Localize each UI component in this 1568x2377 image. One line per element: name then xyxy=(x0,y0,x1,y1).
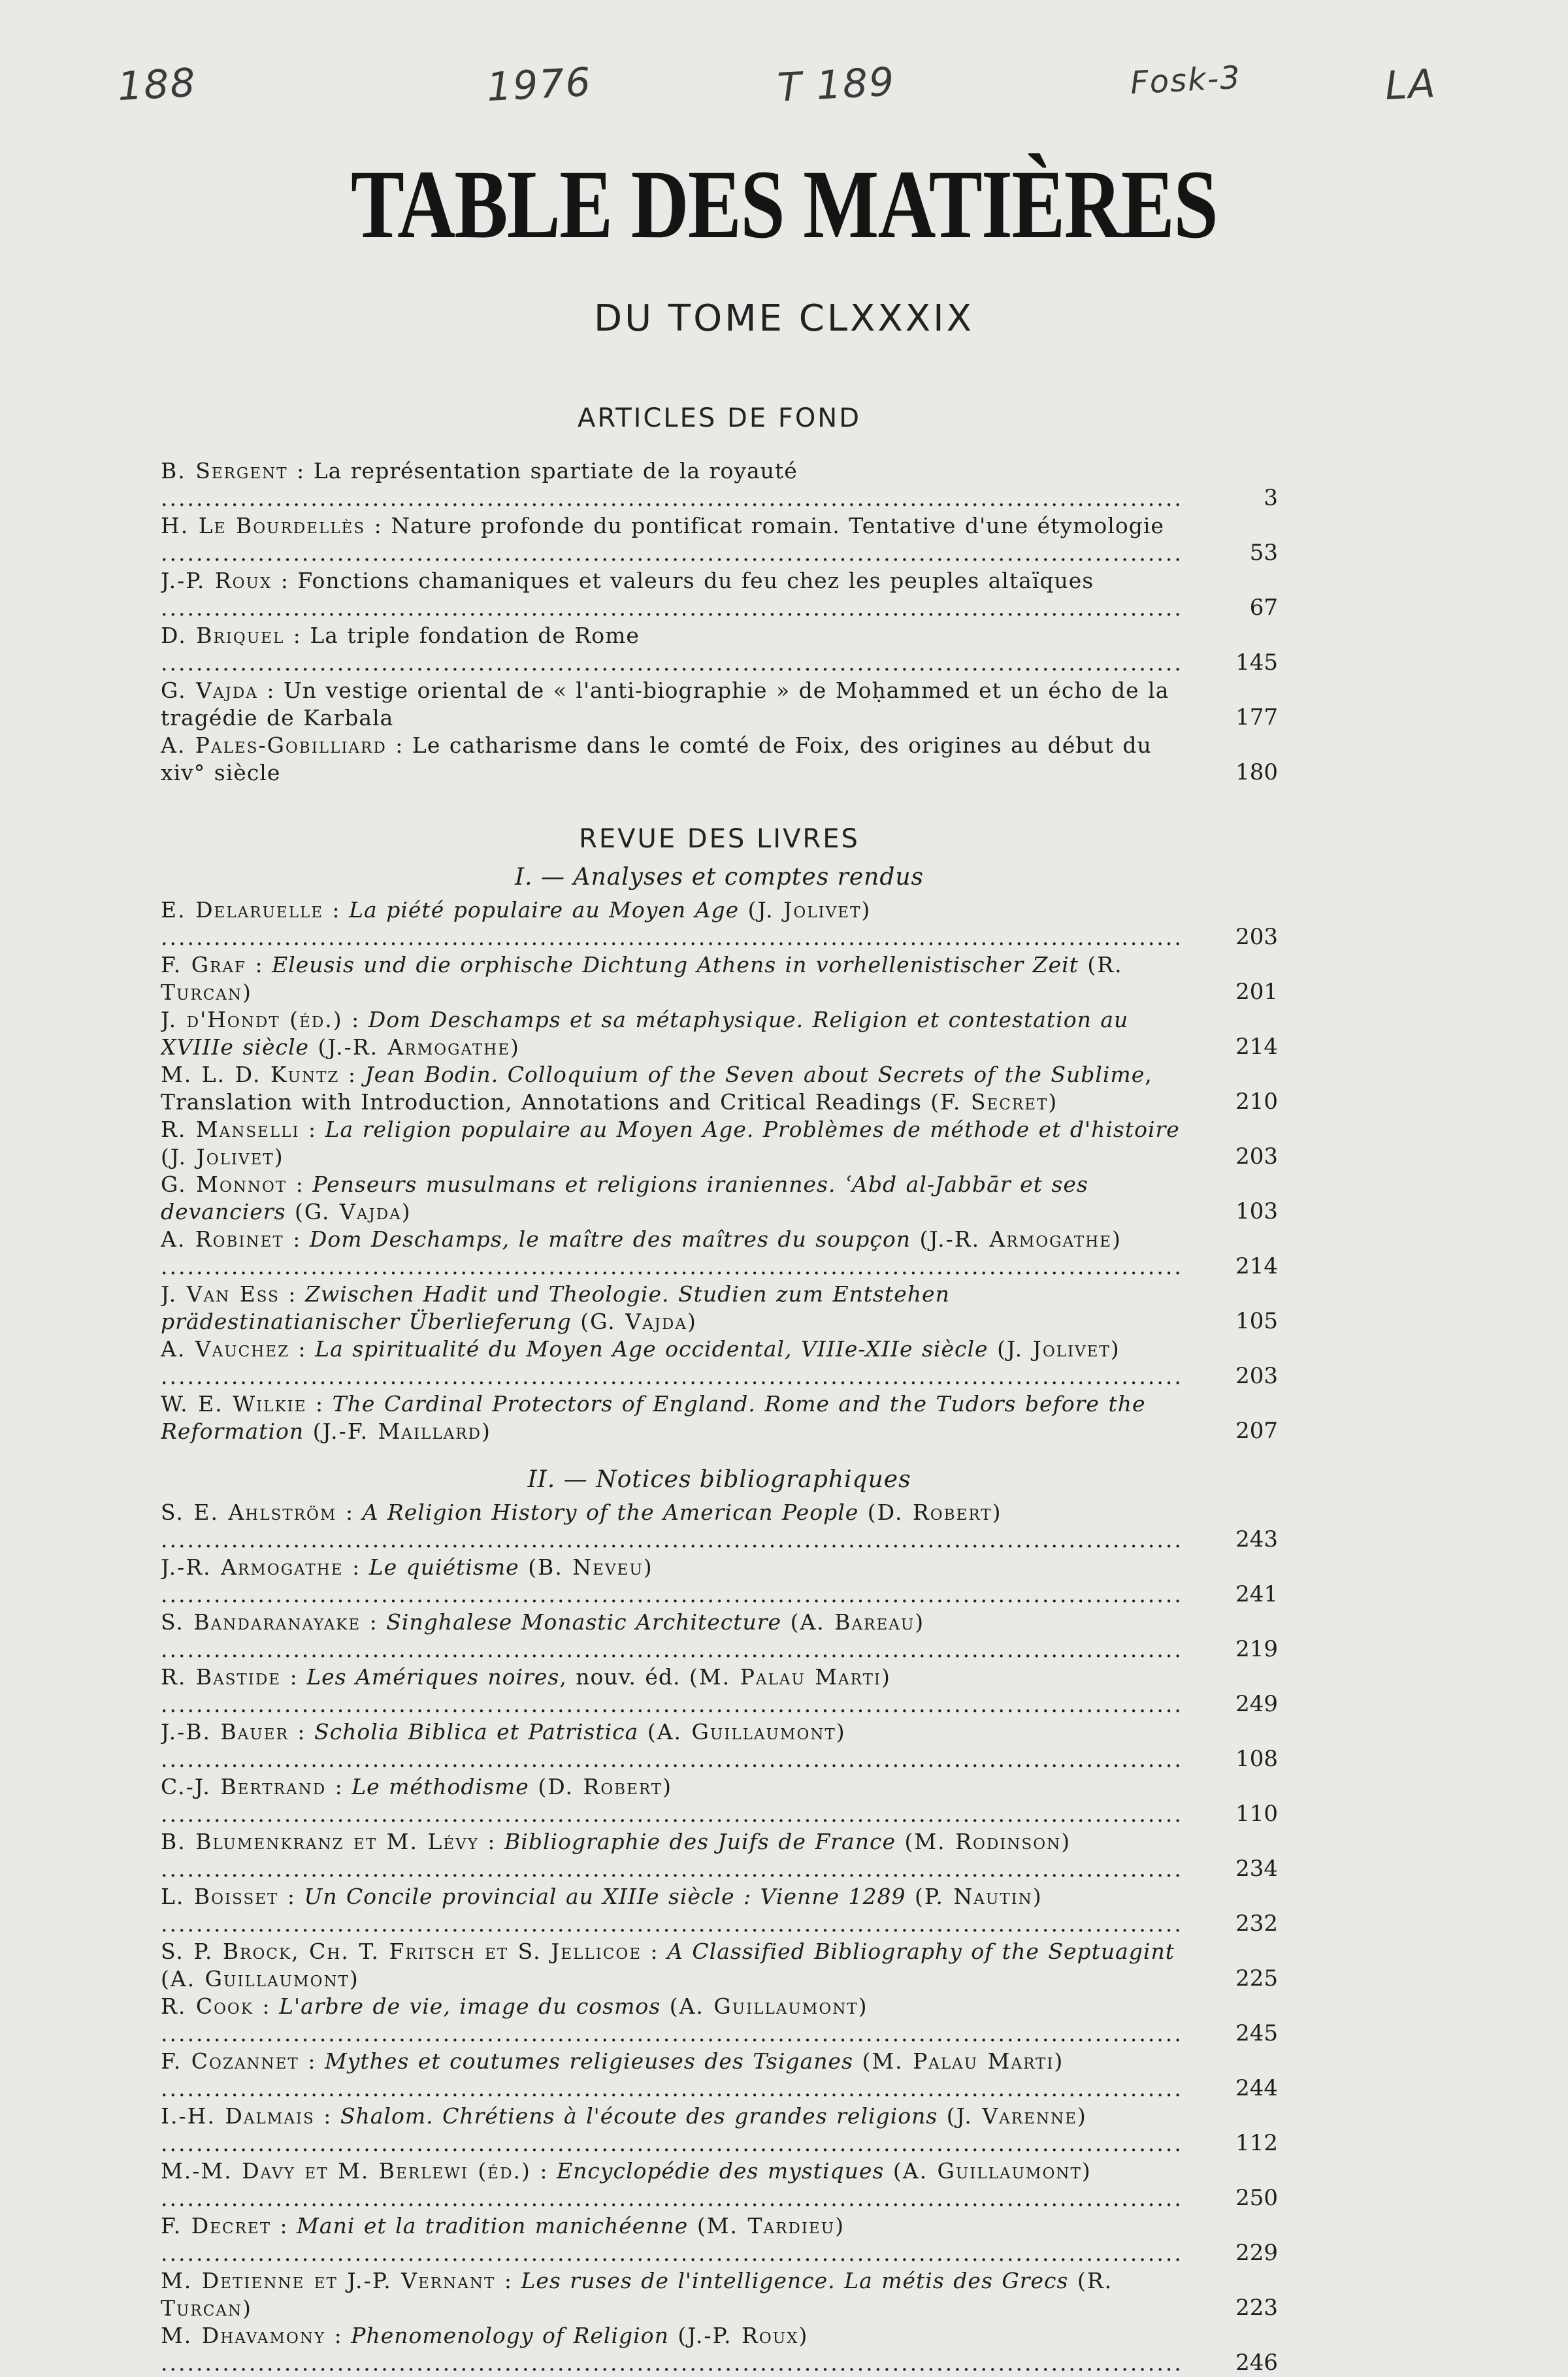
entry-text: A. Vauchez : La spiritualité du Moyen Age occidental, VIIIe-XIIe siècle (J. Jolivet) ..... xyxy=(161,1336,1180,1390)
annotation: T 189 xyxy=(776,59,896,111)
toc-entry xyxy=(161,732,1278,787)
entry-title: La représentation spartiate de la royauté xyxy=(313,458,798,484)
entry-title: Zwischen Hadit und Theologie. Studien zum Entstehen prädestinatianischer Überlieferung xyxy=(161,1281,950,1334)
toc-entry xyxy=(161,1171,1278,1226)
entry-title: La spiritualité du Moyen Age occidental, VIIIe-XIIe siècle xyxy=(315,1336,988,1362)
entry-text: W. E. Wilkie : The Cardinal Protectors of England. Rome and the Tudors before the Reformation (J.-F. Maillard) ..... xyxy=(161,1390,1180,1445)
entry-page: 203 xyxy=(1235,1363,1278,1389)
entry-title: Le méthodisme xyxy=(351,1774,529,1799)
entry-title: Encyclopédie des mystiques xyxy=(557,2158,885,2184)
entry-text: M. L. D. Kuntz : Jean Bodin. Colloquium of the Seven about Secrets of the Sublime, Translation with Introduction, Annotations and Critical Readings (F. Secret) ..... xyxy=(161,1061,1180,1116)
entry-title: Bibliographie des Juifs de France xyxy=(504,1829,896,1854)
entry-author: R. Bastide xyxy=(161,1664,282,1690)
entry-author: J.-R. Armogathe xyxy=(161,1554,344,1580)
entry-title: Fonctions chamaniques et valeurs du feu chez les peuples altaïques xyxy=(297,568,1094,593)
entry-reviewer: (M. Palau Marti) xyxy=(689,1664,891,1690)
entry-reviewer: (J. Jolivet) xyxy=(997,1336,1120,1362)
entry-text: S. Bandaranayake : Singhalese Monastic Architecture (A. Bareau) ..... xyxy=(161,1609,1180,1664)
articles-list xyxy=(161,457,1278,787)
toc-entry xyxy=(161,457,1278,512)
toc-entry xyxy=(161,1281,1278,1336)
entry-page: 246 xyxy=(1235,2350,1278,2376)
entry-author: J.-P. Roux xyxy=(161,568,272,593)
entry-author: G. Vajda xyxy=(161,678,258,703)
entry-page: 243 xyxy=(1235,1526,1278,1552)
entry-text: D. Briquel : La triple fondation de Rome ..... xyxy=(161,622,1180,677)
entry-text: J. Van Ess : Zwischen Hadit und Theologie. Studien zum Entstehen prädestinatianischer Überlieferung (G. Vajda) ..... xyxy=(161,1281,1180,1336)
entry-reviewer: (A. Guillaumont) xyxy=(669,1993,868,2019)
entry-text: F. Decret : Mani et la tradition manichéenne (M. Tardieu) ..... xyxy=(161,2212,1180,2267)
toc-entry xyxy=(161,1883,1278,1938)
entry-author: M. L. D. Kuntz xyxy=(161,1062,340,1087)
annotation: 1976 xyxy=(485,59,593,111)
entry-title: Phenomenology of Religion xyxy=(351,2323,669,2348)
entry-title: Mani et la tradition manichéenne xyxy=(297,2213,689,2238)
entry-page: 145 xyxy=(1235,649,1278,676)
entry-title: Un vestige oriental de « l'anti-biographie » de Moḥammed et un écho de la tragédie de Karbala xyxy=(161,678,1169,730)
entry-text: M.-M. Davy et M. Berlewi (éd.) : Encyclopédie des mystiques (A. Guillaumont) ..... xyxy=(161,2157,1180,2212)
entry-page: 234 xyxy=(1235,1856,1278,1882)
toc-entry xyxy=(161,1554,1278,1609)
entry-text: R. Manselli : La religion populaire au Moyen Age. Problèmes de méthode et d'histoire (J. Jolivet) ..... xyxy=(161,1116,1180,1171)
entry-text: S. P. Brock, Ch. T. Fritsch et S. Jellicoe : A Classified Bibliography of the Septuagint (A. Guillaumont) ..... xyxy=(161,1938,1180,1993)
entry-title: Le quiétisme xyxy=(368,1554,519,1580)
entry-text: M. Dhavamony : Phenomenology of Religion (J.-P. Roux) ..... xyxy=(161,2322,1180,2377)
page-title: TABLE DES MATIÈRES xyxy=(350,150,1218,259)
entry-reviewer: (A. Guillaumont) xyxy=(647,1719,846,1745)
entry-page: 53 xyxy=(1249,540,1278,566)
toc-entry xyxy=(161,1226,1278,1281)
entry-author: H. Le Bourdellès xyxy=(161,513,366,538)
entry-title: Dom Deschamps et sa métaphysique. Religion et contestation au XVIIIe siècle xyxy=(161,1007,1129,1060)
toc-entry xyxy=(161,896,1278,951)
entry-page: 207 xyxy=(1235,1418,1278,1444)
entry-text: J. d'Hondt (éd.) : Dom Deschamps et sa métaphysique. Religion et contestation au XVIIIe siècle (J.-R. Armogathe) ..... xyxy=(161,1006,1180,1061)
entry-author: S. P. Brock, Ch. T. Fritsch et S. Jellicoe xyxy=(161,1939,642,1964)
entry-author: J. d'Hondt (éd.) xyxy=(161,1007,343,1032)
entry-author: L. Boisset xyxy=(161,1884,279,1909)
entry-page: 112 xyxy=(1235,2130,1278,2156)
entry-author: W. E. Wilkie xyxy=(161,1391,307,1417)
annotation: 188 xyxy=(116,59,198,110)
entry-reviewer: (M. Tardieu) xyxy=(696,2213,845,2238)
entry-page: 103 xyxy=(1235,1198,1278,1224)
toc-entry xyxy=(161,1499,1278,1554)
section-heading: REVUE DES LIVRES xyxy=(579,824,860,854)
entry-page: 214 xyxy=(1235,1034,1278,1060)
entry-page: 203 xyxy=(1235,924,1278,950)
entry-reviewer: (G. Vajda) xyxy=(580,1309,697,1334)
entry-reviewer: (A. Bareau) xyxy=(790,1609,925,1635)
entry-title: Le catharisme dans le comté de Foix, des origines au début du xiv° siècle xyxy=(161,732,1152,785)
toc-entry xyxy=(161,512,1278,567)
entry-author: R. Cook xyxy=(161,1993,253,2019)
entry-author: M.-M. Davy et M. Berlewi (éd.) xyxy=(161,2158,531,2184)
entry-text: J.-P. Roux : Fonctions chamaniques et valeurs du feu chez les peuples altaïques ..... xyxy=(161,567,1180,622)
page-subtitle: DU TOME CLXXXIX xyxy=(594,297,974,340)
entry-reviewer: (R. Turcan) xyxy=(161,952,1123,1005)
entry-reviewer: (M. Palau Marti) xyxy=(862,2048,1064,2074)
entry-title: A Religion History of the American People xyxy=(362,1500,859,1525)
entry-title: Dom Deschamps, le maître des maîtres du soupçon xyxy=(309,1226,911,1252)
entry-title: L'arbre de vie, image du cosmos xyxy=(279,1993,661,2019)
toc-entry xyxy=(161,677,1278,732)
entry-page: 108 xyxy=(1235,1746,1278,1772)
entry-page: 67 xyxy=(1249,595,1278,621)
entry-text: I.-H. Dalmais : Shalom. Chrétiens à l'écoute des grandes religions (J. Varenne) ..... xyxy=(161,2103,1180,2157)
entry-text: C.-J. Bertrand : Le méthodisme (D. Robert) ..... xyxy=(161,1773,1180,1828)
toc-entry xyxy=(161,1718,1278,1773)
entry-text: J.-R. Armogathe : Le quiétisme (B. Neveu) ..... xyxy=(161,1554,1180,1609)
entry-author: B. Blumenkranz et M. Lévy xyxy=(161,1829,479,1854)
toc-entry xyxy=(161,1773,1278,1828)
entry-author: G. Monnot xyxy=(161,1172,287,1197)
entry-author: B. Sergent xyxy=(161,458,288,484)
entry-author: F. Graf xyxy=(161,952,246,977)
entry-page: 110 xyxy=(1235,1801,1278,1827)
entry-reviewer: (D. Robert) xyxy=(867,1500,1002,1525)
entry-title: Mythes et coutumes religieuses des Tsiganes xyxy=(324,2048,853,2074)
entry-author: S. Bandaranayake xyxy=(161,1609,361,1635)
entry-title: Eleusis und die orphische Dichtung Athens in vorhellenistischer Zeit xyxy=(272,952,1079,977)
entry-text: R. Cook : L'arbre de vie, image du cosmos (A. Guillaumont) ..... xyxy=(161,1993,1180,2048)
entry-reviewer: (J.-F. Maillard) xyxy=(312,1418,491,1444)
entry-text: J.-B. Bauer : Scholia Biblica et Patristica (A. Guillaumont) ..... xyxy=(161,1718,1180,1773)
entry-page: 219 xyxy=(1235,1636,1278,1662)
subsection-heading: II. — Notices bibliographiques xyxy=(527,1466,911,1493)
reviews-list xyxy=(161,896,1278,1445)
toc-entry xyxy=(161,1993,1278,2048)
toc-entry xyxy=(161,2157,1278,2212)
entry-author: F. Decret xyxy=(161,2213,272,2238)
entry-text: G. Monnot : Penseurs musulmans et religions iraniennes. ʿAbd al-Jabbār et ses devanciers (G. Vajda) ..... xyxy=(161,1171,1180,1226)
entry-author: I.-H. Dalmais xyxy=(161,2103,315,2129)
annotation: Fosk-3 xyxy=(1129,59,1242,102)
section-heading: ARTICLES DE FOND xyxy=(577,403,862,433)
entry-text: M. Detienne et J.-P. Vernant : Les ruses de l'intelligence. La métis des Grecs (R. Turcan) ..... xyxy=(161,2267,1180,2322)
entry-reviewer: (P. Nautin) xyxy=(915,1884,1043,1909)
entry-text: A. Robinet : Dom Deschamps, le maître des maîtres du soupçon (J.-R. Armogathe) ..... xyxy=(161,1226,1180,1281)
entry-author: J. Van Ess xyxy=(161,1281,280,1307)
entry-reviewer: (R. Turcan) xyxy=(161,2268,1113,2321)
notices-list xyxy=(161,1499,1278,2377)
entry-text: E. Delaruelle : La piété populaire au Moyen Age (J. Jolivet) ..... xyxy=(161,896,1180,951)
entry-text: R. Bastide : Les Amériques noires, nouv. éd. (M. Palau Marti) ..... xyxy=(161,1664,1180,1718)
entry-text: A. Pales-Gobilliard : Le catharisme dans le comté de Foix, des origines au début du xiv° siècle ..... xyxy=(161,732,1180,787)
table-of-contents xyxy=(161,399,1278,2377)
entry-page: 232 xyxy=(1235,1910,1278,1937)
entry-author: A. Vauchez xyxy=(161,1336,290,1362)
entry-page: 3 xyxy=(1264,485,1278,511)
entry-title: Penseurs musulmans et religions iraniennes. ʿAbd al-Jabbār et ses devanciers xyxy=(161,1172,1088,1224)
entry-title: Shalom. Chrétiens à l'écoute des grandes religions xyxy=(340,2103,938,2129)
entry-reviewer: (J. Varenne) xyxy=(946,2103,1087,2129)
entry-author: C.-J. Bertrand xyxy=(161,1774,327,1799)
toc-entry xyxy=(161,1609,1278,1664)
subsection-heading: I. — Analyses et comptes rendus xyxy=(514,864,924,891)
toc-entry xyxy=(161,1006,1278,1061)
entry-title: Jean Bodin. Colloquium of the Seven about Secrets of the Sublime xyxy=(365,1062,1145,1087)
entry-title: A Classified Bibliography of the Septuagint xyxy=(667,1939,1175,1964)
entry-author: E. Delaruelle xyxy=(161,897,324,923)
toc-entry xyxy=(161,1938,1278,1993)
toc-entry xyxy=(161,622,1278,677)
entry-reviewer: (J.-R. Armogathe) xyxy=(318,1034,520,1060)
entry-reviewer: (J.-R. Armogathe) xyxy=(919,1226,1122,1252)
entry-title: Nature profonde du pontificat romain. Tentative d'une étymologie xyxy=(391,513,1164,538)
entry-author: D. Briquel xyxy=(161,623,285,648)
entry-page: 249 xyxy=(1235,1691,1278,1717)
toc-entry xyxy=(161,1061,1278,1116)
entry-reviewer: (A. Guillaumont) xyxy=(161,1966,359,1992)
toc-entry xyxy=(161,951,1278,1006)
toc-entry xyxy=(161,2322,1278,2377)
entry-text: B. Sergent : La représentation spartiate de la royauté ..... xyxy=(161,457,1180,512)
entry-reviewer: (J.-P. Roux) xyxy=(678,2323,809,2348)
entry-extra: , Translation with Introduction, Annotations and Critical Readings xyxy=(161,1062,1152,1115)
entry-title: La triple fondation de Rome xyxy=(310,623,640,648)
entry-title: La piété populaire au Moyen Age xyxy=(349,897,740,923)
entry-author: A. Robinet xyxy=(161,1226,284,1252)
entry-author: M. Detienne et J.-P. Vernant xyxy=(161,2268,496,2293)
toc-entry xyxy=(161,1390,1278,1445)
entry-author: F. Cozannet xyxy=(161,2048,299,2074)
entry-reviewer: (B. Neveu) xyxy=(528,1554,653,1580)
toc-entry xyxy=(161,1336,1278,1390)
toc-entry xyxy=(161,1116,1278,1171)
entry-author: R. Manselli xyxy=(161,1117,300,1142)
entry-page: 225 xyxy=(1235,1965,1278,1992)
toc-entry xyxy=(161,2212,1278,2267)
entry-title: The Cardinal Protectors of England. Rome and the Tudors before the Reformation xyxy=(161,1391,1146,1444)
entry-title: Scholia Biblica et Patristica xyxy=(314,1719,639,1745)
entry-page: 244 xyxy=(1235,2075,1278,2101)
entry-page: 229 xyxy=(1235,2240,1278,2266)
entry-reviewer: (M. Rodinson) xyxy=(904,1829,1071,1854)
entry-title: Singhalese Monastic Architecture xyxy=(386,1609,782,1635)
entry-page: 241 xyxy=(1235,1581,1278,1607)
entry-page: 105 xyxy=(1235,1308,1278,1334)
entry-page: 203 xyxy=(1235,1143,1278,1170)
entry-page: 223 xyxy=(1235,2295,1278,2321)
toc-entry xyxy=(161,2267,1278,2322)
entry-reviewer: (A. Guillaumont) xyxy=(892,2158,1092,2184)
entry-page: 210 xyxy=(1235,1089,1278,1115)
entry-text: H. Le Bourdellès : Nature profonde du pontificat romain. Tentative d'une étymologie ..... xyxy=(161,512,1180,567)
entry-extra: , nouv. éd. xyxy=(559,1664,681,1690)
entry-reviewer: (J. Jolivet) xyxy=(161,1144,284,1170)
entry-text: B. Blumenkranz et M. Lévy : Bibliographie des Juifs de France (M. Rodinson) ..... xyxy=(161,1828,1180,1883)
toc-entry xyxy=(161,2103,1278,2157)
entry-title: Un Concile provincial au XIIIe siècle : Vienne 1289 xyxy=(304,1884,906,1909)
toc-entry xyxy=(161,1828,1278,1883)
annotation: LA xyxy=(1384,60,1438,110)
entry-text: S. E. Ahlström : A Religion History of the American People (D. Robert) ..... xyxy=(161,1499,1180,1554)
entry-author: M. Dhavamony xyxy=(161,2323,326,2348)
entry-text: F. Cozannet : Mythes et coutumes religieuses des Tsiganes (M. Palau Marti) ..... xyxy=(161,2048,1180,2103)
entry-author: S. E. Ahlström xyxy=(161,1500,337,1525)
entry-page: 177 xyxy=(1235,704,1278,730)
entry-page: 214 xyxy=(1235,1253,1278,1279)
entry-page: 250 xyxy=(1235,2185,1278,2211)
entry-text: F. Graf : Eleusis und die orphische Dichtung Athens in vorhellenistischer Zeit (R. Turcan) ..... xyxy=(161,951,1180,1006)
entry-page: 180 xyxy=(1235,759,1278,785)
entry-reviewer: (F. Secret) xyxy=(930,1089,1058,1115)
entry-reviewer: (J. Jolivet) xyxy=(747,897,872,923)
entry-text: G. Vajda : Un vestige oriental de « l'anti-biographie » de Moḥammed et un écho de la tragédie de Karbala ..... xyxy=(161,677,1180,732)
entry-author: J.-B. Bauer xyxy=(161,1719,289,1745)
entry-page: 201 xyxy=(1235,979,1278,1005)
entry-author: A. Pales-Gobilliard xyxy=(161,732,387,758)
entry-page: 245 xyxy=(1235,2020,1278,2046)
entry-title: Les ruses de l'intelligence. La métis des Grecs xyxy=(521,2268,1069,2293)
entry-title: Les Amériques noires xyxy=(306,1664,560,1690)
entry-title: La religion populaire au Moyen Age. Problèmes de méthode et d'histoire xyxy=(325,1117,1180,1142)
toc-entry xyxy=(161,1664,1278,1718)
toc-entry xyxy=(161,567,1278,622)
entry-reviewer: (G. Vajda) xyxy=(295,1199,412,1224)
entry-reviewer: (D. Robert) xyxy=(538,1774,673,1799)
toc-entry xyxy=(161,2048,1278,2103)
entry-text: L. Boisset : Un Concile provincial au XIIIe siècle : Vienne 1289 (P. Nautin) ..... xyxy=(161,1883,1180,1938)
